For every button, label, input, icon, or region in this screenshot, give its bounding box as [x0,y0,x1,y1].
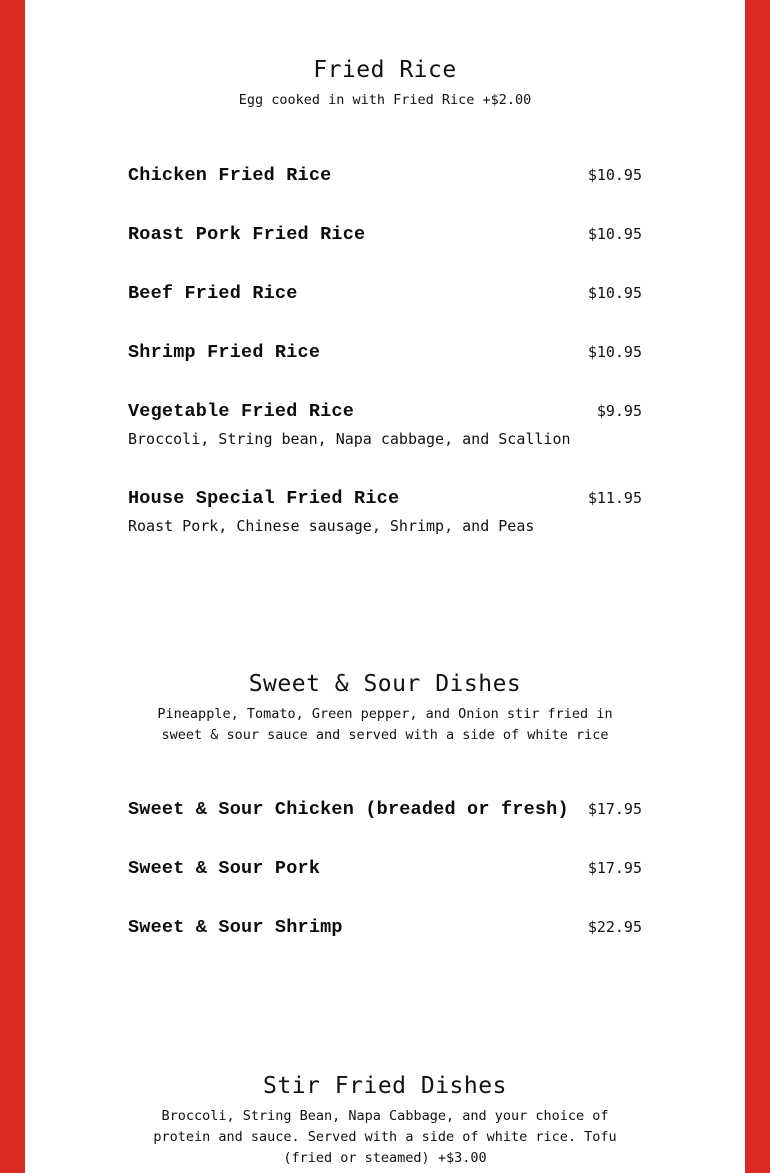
menu-item-name: House Special Fried Rice [128,488,400,509]
menu-item-name: Vegetable Fried Rice [128,401,355,422]
section-title: Fried Rice [313,57,457,83]
section-description: Pineapple, Tomato, Green pepper, and Onion stir fried in sweet & sour sauce and served with a side of white rice [157,706,613,743]
menu-item[interactable] [128,856,642,881]
menu-item-description: Broccoli, String bean, Napa cabbage, and Scallion [128,430,571,448]
menu-item[interactable] [128,399,642,449]
section-title: Sweet & Sour Dishes [248,671,522,697]
menu-item-name: Sweet & Sour Pork [128,858,321,879]
menu-item-price: $10.95 [587,225,642,243]
section-description: Egg cooked in with Fried Rice +$2.00 [238,92,532,108]
menu-item[interactable] [128,222,642,247]
menu-item[interactable] [128,340,642,365]
menu-item-name: Chicken Fried Rice [128,165,332,186]
menu-item[interactable] [128,281,642,306]
right-red-border [745,0,770,1173]
menu-section-stir-fried [128,1071,642,1169]
menu-section-sweet-sour [128,669,642,938]
menu-item-price: $9.95 [596,402,642,420]
menu-item-price: $10.95 [587,166,642,184]
menu-item-name: Shrimp Fried Rice [128,342,321,363]
menu-item-name: Sweet & Sour Shrimp [128,917,343,938]
menu-item[interactable] [128,163,642,188]
menu-item-price: $10.95 [587,284,642,302]
menu-item[interactable] [128,915,642,940]
section-description: Broccoli, String Bean, Napa Cabbage, and your choice of protein and sauce. Served with a side of white rice. Tofu (fried or steamed) +$3.00 [153,1108,617,1166]
menu-item-price: $17.95 [587,859,642,877]
left-red-border [0,0,25,1173]
menu-item-price: $22.95 [587,918,642,936]
menu-section-fried-rice [128,55,642,535]
menu-item-name: Roast Pork Fried Rice [128,224,366,245]
section-title: Stir Fried Dishes [263,1073,507,1099]
menu-item-price: $10.95 [587,343,642,361]
menu-item[interactable] [128,486,642,536]
menu-item-price: $17.95 [587,800,642,818]
menu-item-price: $11.95 [587,489,642,507]
menu-item-description: Roast Pork, Chinese sausage, Shrimp, and Peas [128,517,535,535]
menu-item-name: Sweet & Sour Chicken (breaded or fresh) [128,799,569,820]
menu-item-name: Beef Fried Rice [128,283,298,304]
menu-item[interactable] [128,797,642,822]
